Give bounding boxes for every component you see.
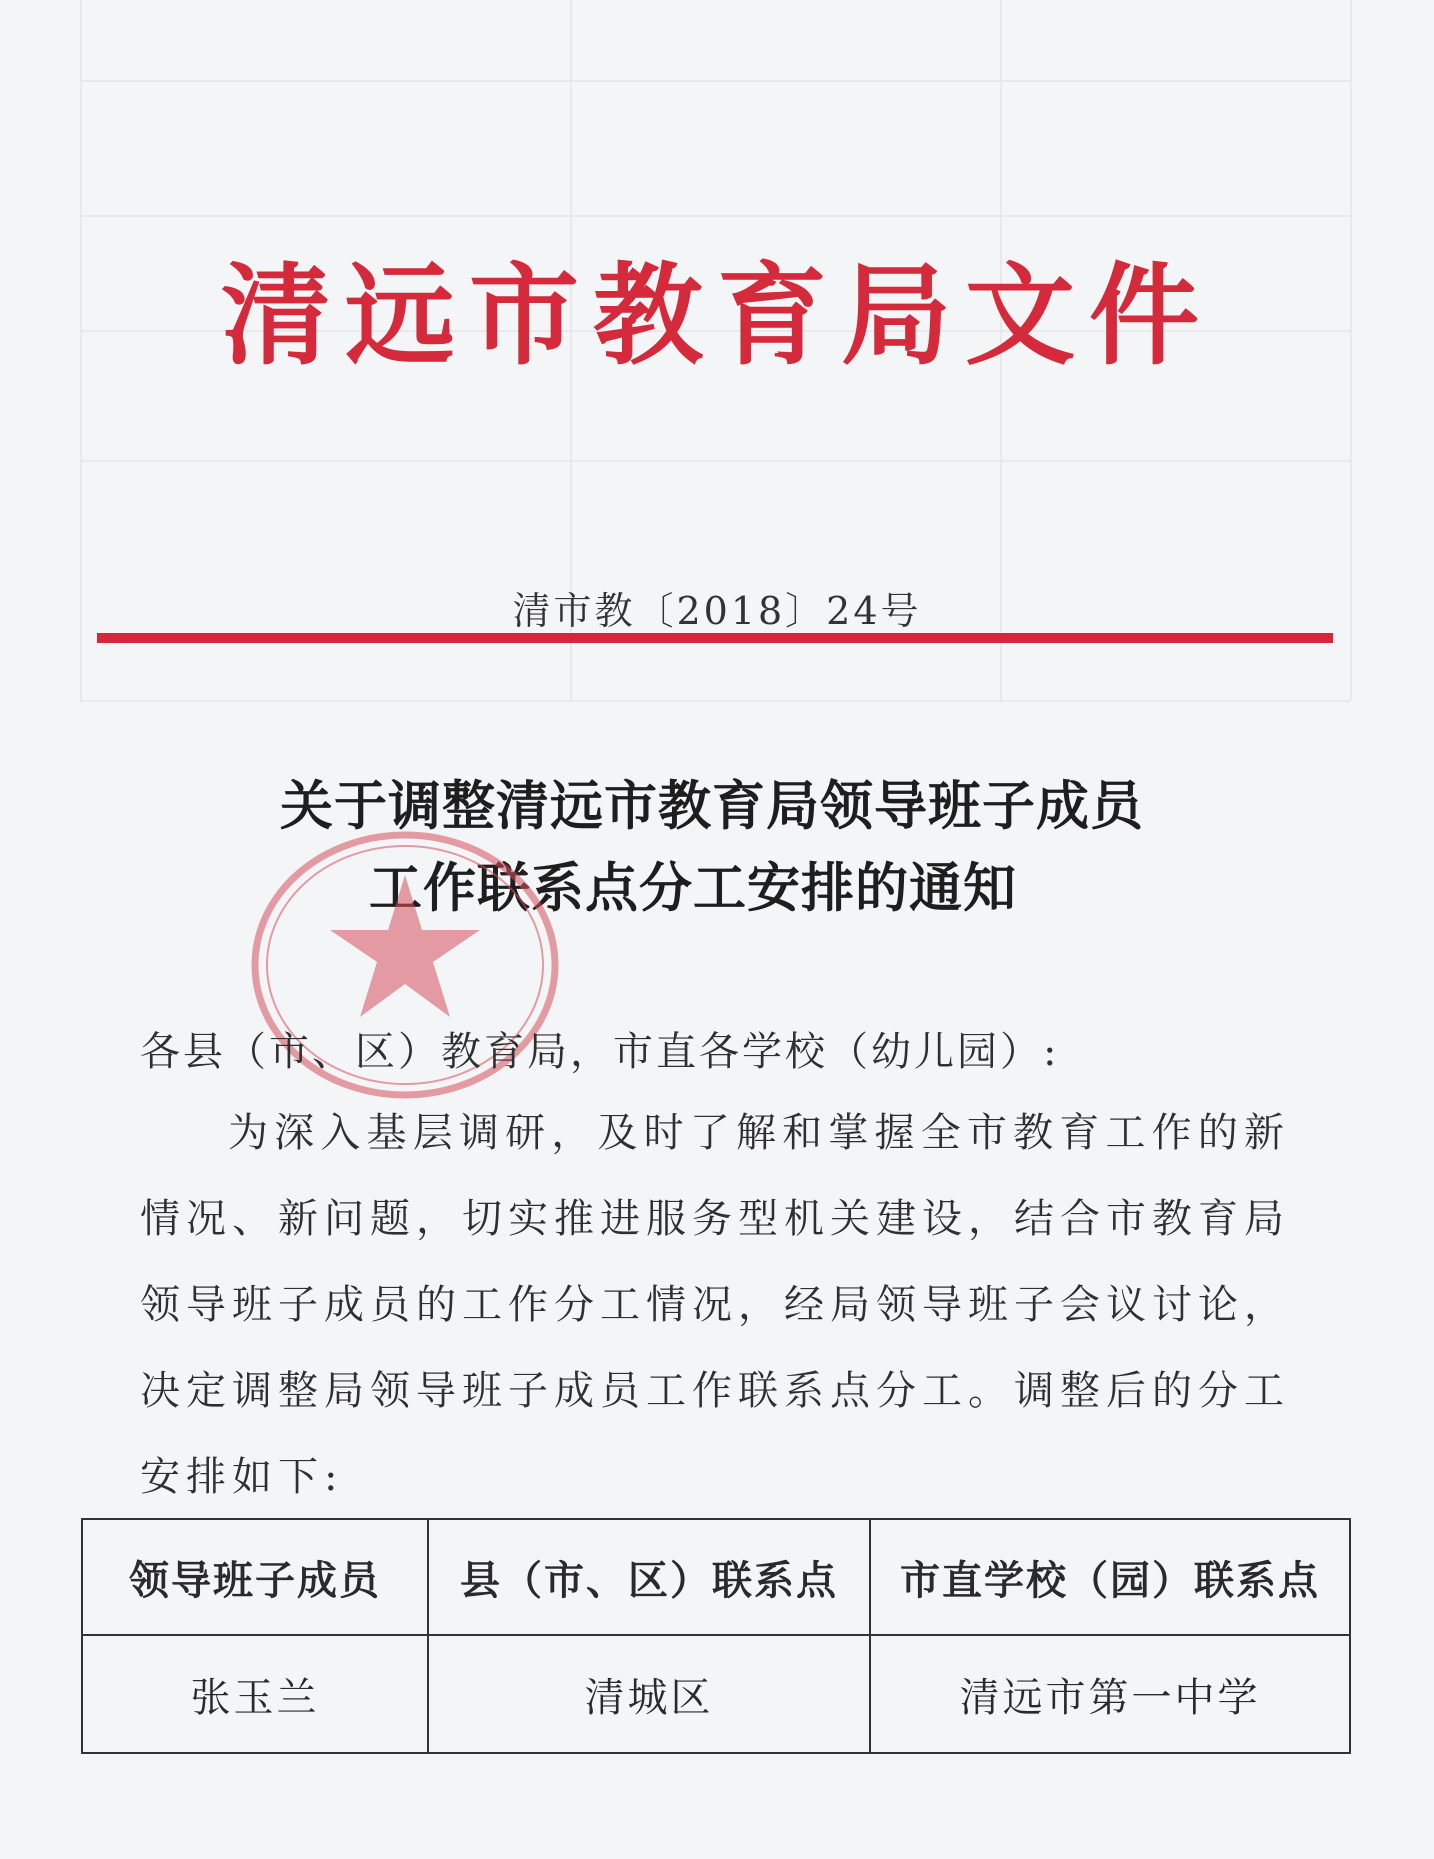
body-paragraph: 为深入基层调研，及时了解和掌握全市教育工作的新情况、新问题，切实推进服务型机关建设，结合市教育局领导班子成员的工作分工情况，经局领导班子会议讨论，决定调整局领导班子成员工作联系点分工。调整后的分工安排如下: [140, 1110, 1290, 1500]
table-cell-school: 清远市第一中学 [959, 1674, 1261, 1721]
table-header-cell: 领导班子成员 [129, 1557, 381, 1604]
red-divider-rule [97, 633, 1333, 643]
table-cell-county: 清城区 [584, 1674, 714, 1721]
document-number: 清市教〔2018〕24号 [512, 589, 922, 633]
notice-title-line-1: 关于调整清远市教育局领导班子成员 [280, 776, 1144, 837]
notice-title-line-2: 工作联系点分工安排的通知 [369, 858, 1017, 919]
assignment-table [81, 1518, 1351, 1754]
document-header: 清远市教育局文件 [221, 252, 1213, 380]
table-header-cell: 县（市、区）联系点 [460, 1557, 838, 1604]
salutation: 各县（市、区）教育局，市直各学校（幼儿园）: [140, 1029, 1060, 1075]
table-cell-leader: 张玉兰 [190, 1674, 320, 1721]
table-header-cell: 市直学校（园）联系点 [900, 1557, 1320, 1604]
